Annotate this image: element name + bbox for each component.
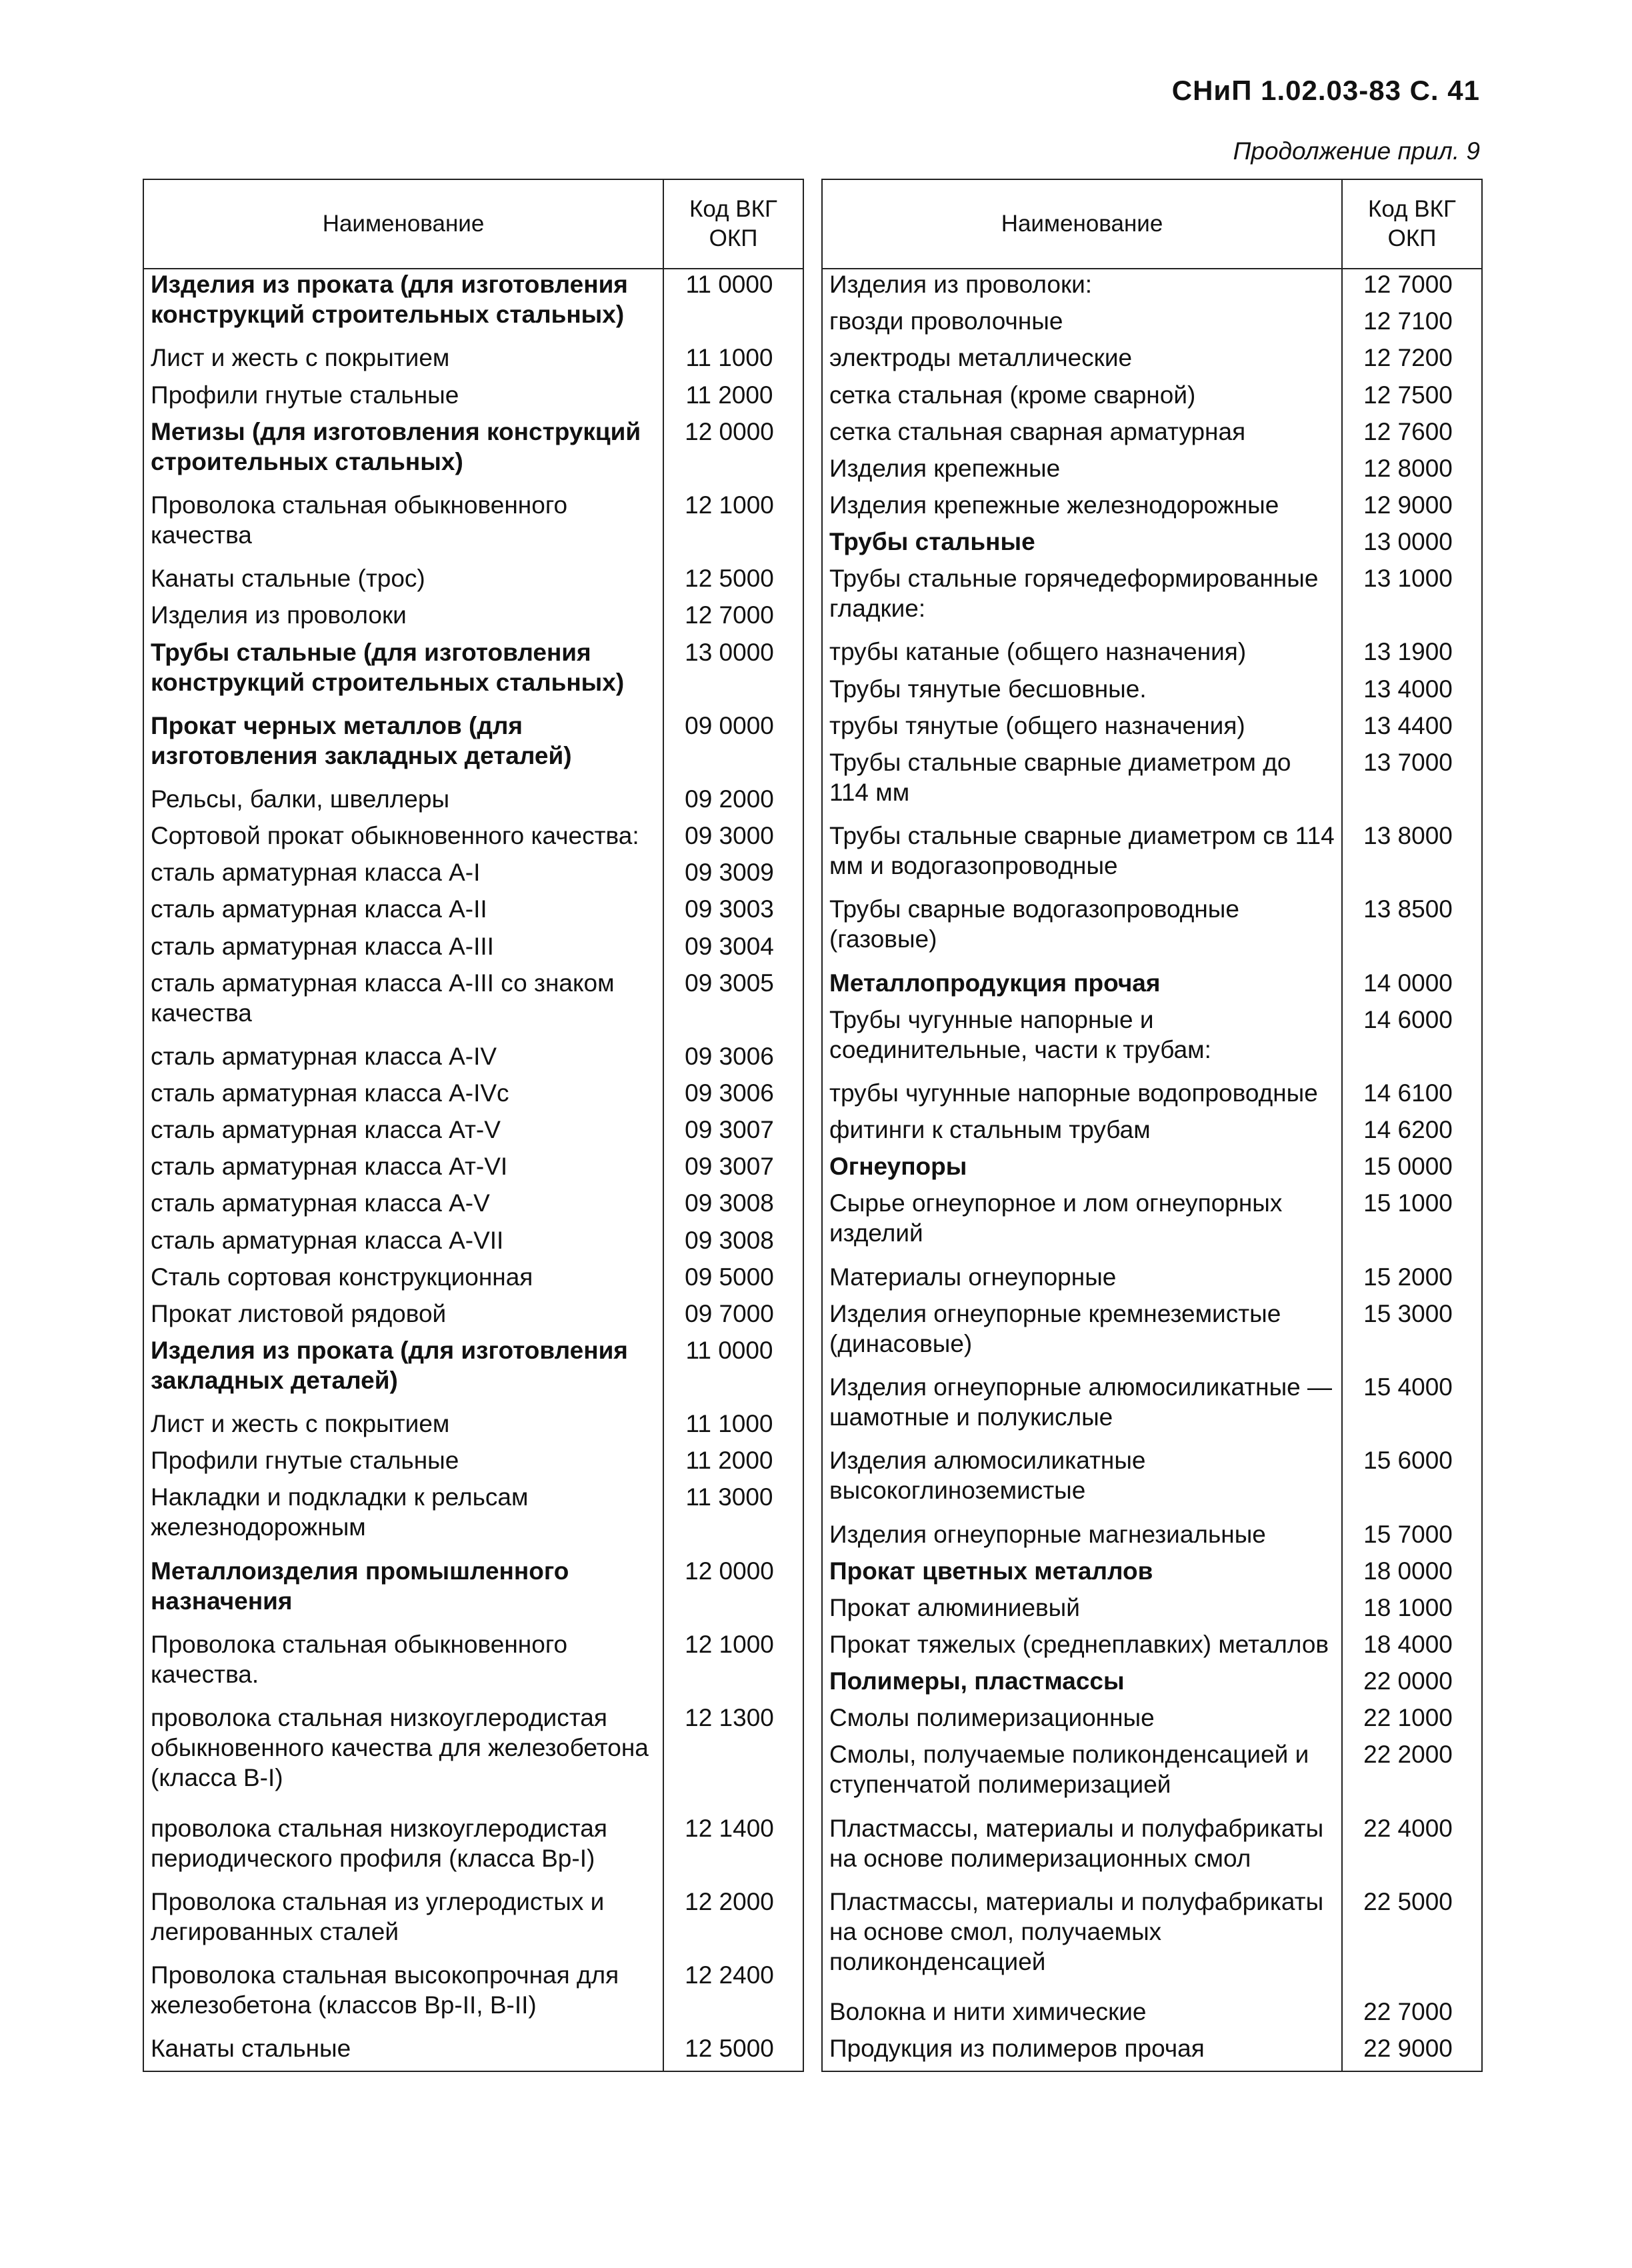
item-name: проволока стальная низкоуглеродистая обыкновенного качества для железобетона (класса В-I) xyxy=(143,1703,663,1813)
table-row xyxy=(822,968,1482,1005)
table-row xyxy=(143,1115,803,1151)
item-code: 13 1900 xyxy=(1363,638,1453,666)
table-row xyxy=(822,1739,1482,1813)
item-code: 11 2000 xyxy=(685,1447,773,1475)
item-name: Изделия огнеупорные кремнеземистые (динасовые) xyxy=(822,1299,1342,1372)
table-row xyxy=(822,674,1482,711)
table-row xyxy=(822,1262,1482,1299)
item-code: 15 7000 xyxy=(1363,1520,1453,1548)
item-name: Трубы чугунные напорные и соединительные, части к трубам: xyxy=(822,1005,1342,1078)
table-row xyxy=(143,821,803,857)
table-row xyxy=(143,1299,803,1335)
table-row xyxy=(822,1445,1482,1519)
item-code: 09 5000 xyxy=(685,1263,774,1291)
item-code: 22 2000 xyxy=(1363,1741,1453,1769)
table-row xyxy=(822,1703,1482,1739)
table-row xyxy=(143,1078,803,1115)
item-code: 11 2000 xyxy=(685,381,773,409)
item-code: 12 1000 xyxy=(685,491,774,519)
table-row xyxy=(822,1813,1482,1887)
item-name: Полимеры, пластмассы xyxy=(822,1666,1342,1703)
item-code: 09 3008 xyxy=(685,1189,774,1217)
table-row xyxy=(822,1372,1482,1445)
table-row xyxy=(822,747,1482,821)
item-name: Трубы сварные водогазопроводные (газовые) xyxy=(822,894,1342,967)
item-code: 12 0000 xyxy=(685,1557,774,1585)
table-row xyxy=(822,1151,1482,1188)
table-row xyxy=(822,417,1482,453)
item-code: 13 1000 xyxy=(1363,565,1453,593)
item-name: Изделия крепежные железнодорожные xyxy=(822,490,1342,527)
item-name: Пластмассы, материалы и полуфабрикаты на основе полимеризационных смол xyxy=(822,1813,1342,1887)
item-name: сталь арматурная класса А-V xyxy=(143,1188,663,1225)
item-code: 13 8000 xyxy=(1363,822,1453,850)
item-code: 15 1000 xyxy=(1363,1189,1453,1217)
table-row xyxy=(822,563,1482,637)
item-code: 15 0000 xyxy=(1363,1153,1453,1181)
item-name: Изделия из проката (для изготовления конструкций строительных стальных) xyxy=(143,269,663,343)
item-name: сталь арматурная класса А-IVc xyxy=(143,1078,663,1115)
table-row xyxy=(822,1997,1482,2033)
item-name: Трубы стальные сварные диаметром до 114 мм xyxy=(822,747,1342,821)
name-column-header: Наименование xyxy=(822,179,1342,269)
table-row xyxy=(143,1482,803,1555)
item-code: 09 3009 xyxy=(685,859,774,887)
item-name: Материалы огнеупорные xyxy=(822,1262,1342,1299)
item-code: 12 9000 xyxy=(1363,491,1453,519)
item-name: Трубы стальные (для изготовления конструкций строительных стальных) xyxy=(143,637,663,711)
item-name: Проволока стальная обыкновенного качества. xyxy=(143,1629,663,1703)
item-code: 09 7000 xyxy=(685,1299,774,1327)
item-code: 09 3006 xyxy=(685,1042,774,1070)
item-code: 13 7000 xyxy=(1363,748,1453,776)
table-row xyxy=(822,1887,1482,1997)
table-row xyxy=(822,711,1482,747)
item-code: 09 3004 xyxy=(685,932,774,960)
item-name: Профили гнутые стальные xyxy=(143,380,663,417)
table-row xyxy=(143,269,803,343)
item-code: 12 7100 xyxy=(1363,307,1453,335)
item-name: Прокат алюминиевый xyxy=(822,1593,1342,1629)
item-code: 22 7000 xyxy=(1363,1998,1453,2026)
item-name: Трубы тянутые бесшовные. xyxy=(822,674,1342,711)
item-code: 12 5000 xyxy=(685,2035,774,2063)
right-table-header xyxy=(822,179,1482,269)
item-name: Профили гнутые стальные xyxy=(143,1445,663,1482)
item-name: Канаты стальные (трос) xyxy=(143,563,663,600)
left-table xyxy=(143,179,804,2072)
item-code: 13 0000 xyxy=(1363,528,1453,556)
table-row xyxy=(143,1188,803,1225)
item-code: 09 3006 xyxy=(685,1079,774,1107)
item-name: сталь арматурная класса А-IV xyxy=(143,1041,663,1078)
table-row xyxy=(822,490,1482,527)
item-code: 11 3000 xyxy=(685,1483,773,1511)
item-name: Трубы стальные сварные диаметром св 114 мм и водогазопроводные xyxy=(822,821,1342,894)
table-row xyxy=(822,894,1482,967)
right-table-body xyxy=(822,269,1482,2071)
item-name: Металлоизделия промышленного назначения xyxy=(143,1556,663,1629)
item-code: 12 7000 xyxy=(685,601,774,629)
item-code: 09 3005 xyxy=(685,969,774,997)
item-code: 14 6000 xyxy=(1363,1005,1453,1033)
table-row xyxy=(143,1262,803,1299)
item-name: Лист и жесть с покрытием xyxy=(143,343,663,379)
table-row xyxy=(822,1666,1482,1703)
table-row xyxy=(822,306,1482,343)
item-code: 09 3007 xyxy=(685,1153,774,1181)
table-row xyxy=(822,343,1482,379)
table-row xyxy=(143,784,803,821)
table-row xyxy=(822,453,1482,490)
table-row xyxy=(143,1629,803,1703)
item-name: Прокат цветных металлов xyxy=(822,1556,1342,1593)
item-code: 12 2400 xyxy=(685,1961,774,1989)
item-code: 12 7600 xyxy=(1363,417,1453,445)
item-code: 13 8500 xyxy=(1363,895,1453,923)
table-row xyxy=(143,1887,803,1960)
item-code: 14 0000 xyxy=(1363,969,1453,997)
table-row xyxy=(143,1409,803,1445)
table-row xyxy=(143,1703,803,1813)
item-name: Рельсы, балки, швеллеры xyxy=(143,784,663,821)
item-code: 18 4000 xyxy=(1363,1630,1453,1658)
item-name: сетка стальная сварная арматурная xyxy=(822,417,1342,453)
item-code: 12 2000 xyxy=(685,1887,774,1915)
item-code: 12 1400 xyxy=(685,1814,774,1842)
table-row xyxy=(143,490,803,563)
table-row xyxy=(143,931,803,968)
item-name: сталь арматурная класса Ат-V xyxy=(143,1115,663,1151)
table-row xyxy=(822,1519,1482,1556)
item-code: 12 0000 xyxy=(685,417,774,445)
item-name: Огнеупоры xyxy=(822,1151,1342,1188)
item-name: Прокат черных металлов (для изготовления закладных деталей) xyxy=(143,711,663,784)
item-name: сталь арматурная класса А-II xyxy=(143,894,663,931)
table-row xyxy=(143,1813,803,1887)
item-code: 13 4000 xyxy=(1363,675,1453,703)
item-name: Сталь сортовая конструкционная xyxy=(143,1262,663,1299)
table-row xyxy=(822,1188,1482,1261)
table-row xyxy=(822,1629,1482,1666)
table-row xyxy=(822,1593,1482,1629)
left-table-header xyxy=(143,179,803,269)
item-code: 12 7000 xyxy=(1363,271,1453,298)
document-code: СНиП 1.02.03-83 С. 41 xyxy=(1171,75,1480,106)
item-name: Метизы (для изготовления конструкций строительных стальных) xyxy=(143,417,663,490)
item-name: Прокат листовой рядовой xyxy=(143,1299,663,1335)
table-row xyxy=(143,2033,803,2070)
item-name: Изделия из проволоки xyxy=(143,600,663,637)
continuation-note: Продолжение прил. 9 xyxy=(1233,137,1480,165)
item-code: 11 0000 xyxy=(685,271,773,298)
item-name: Изделия огнеупорные алюмосиликатные — шамотные и полукислые xyxy=(822,1372,1342,1445)
item-code: 13 4400 xyxy=(1363,711,1453,739)
item-code: 09 3007 xyxy=(685,1116,774,1144)
table-row xyxy=(143,711,803,784)
table-row xyxy=(822,1556,1482,1593)
table-row xyxy=(822,527,1482,563)
item-name: Волокна и нити химические xyxy=(822,1997,1342,2033)
item-code: 14 6200 xyxy=(1363,1116,1453,1144)
item-name: Прокат тяжелых (среднеплавких) металлов xyxy=(822,1629,1342,1666)
table-row xyxy=(822,1299,1482,1372)
code-column-header: Код ВКГ ОКП xyxy=(663,179,803,269)
item-code: 12 1000 xyxy=(685,1630,774,1658)
table-row xyxy=(822,637,1482,673)
item-name: сталь арматурная класса Ат-VI xyxy=(143,1151,663,1188)
table-row xyxy=(143,1445,803,1482)
item-code: 22 5000 xyxy=(1363,1887,1453,1915)
item-name: трубы тянутые (общего назначения) xyxy=(822,711,1342,747)
table-row xyxy=(822,380,1482,417)
table-row xyxy=(143,600,803,637)
item-name: Лист и жесть с покрытием xyxy=(143,1409,663,1445)
item-name: Изделия огнеупорные магнезиальные xyxy=(822,1519,1342,1556)
item-code: 09 2000 xyxy=(685,785,774,813)
item-name: трубы чугунные напорные водопроводные xyxy=(822,1078,1342,1115)
item-code: 12 5000 xyxy=(685,565,774,593)
item-name: Изделия алюмосиликатные высокоглиноземистые xyxy=(822,1445,1342,1519)
table-row xyxy=(143,1151,803,1188)
item-code: 12 7500 xyxy=(1363,381,1453,409)
item-name: Пластмассы, материалы и полуфабрикаты на основе смол, получаемых поликонденсацией xyxy=(822,1887,1342,1997)
item-name: сталь арматурная класса А-VII xyxy=(143,1225,663,1262)
item-code: 14 6100 xyxy=(1363,1079,1453,1107)
item-name: трубы катаные (общего назначения) xyxy=(822,637,1342,673)
table-row xyxy=(822,1115,1482,1151)
item-code: 12 8000 xyxy=(1363,454,1453,482)
code-column-header: Код ВКГ ОКП xyxy=(1342,179,1482,269)
table-row xyxy=(143,894,803,931)
item-name: сталь арматурная класса А-III xyxy=(143,931,663,968)
item-code: 09 3003 xyxy=(685,895,774,923)
item-name: Трубы стальные xyxy=(822,527,1342,563)
item-name: электроды металлические xyxy=(822,343,1342,379)
table-row xyxy=(143,637,803,711)
item-code: 18 1000 xyxy=(1363,1593,1453,1621)
table-row xyxy=(822,269,1482,306)
table-row xyxy=(822,2033,1482,2070)
table-row xyxy=(143,968,803,1041)
table-row xyxy=(143,1335,803,1409)
item-name: Проволока стальная из углеродистых и легированных сталей xyxy=(143,1887,663,1960)
item-code: 09 0000 xyxy=(685,711,774,739)
item-code: 09 3000 xyxy=(685,822,774,850)
item-code: 09 3008 xyxy=(685,1226,774,1254)
table-row xyxy=(143,1556,803,1629)
table-row xyxy=(143,417,803,490)
table-row xyxy=(143,1041,803,1078)
item-code: 22 9000 xyxy=(1363,2035,1453,2063)
item-name: сетка стальная (кроме сварной) xyxy=(822,380,1342,417)
item-code: 13 0000 xyxy=(685,638,774,666)
table-row xyxy=(143,1960,803,2033)
table-row xyxy=(143,343,803,379)
item-code: 12 1300 xyxy=(685,1704,774,1732)
item-code: 15 6000 xyxy=(1363,1447,1453,1475)
item-code: 12 7200 xyxy=(1363,344,1453,372)
item-name: Проволока стальная высокопрочная для железобетона (классов Вр-II, В-II) xyxy=(143,1960,663,2033)
item-name: гвозди проволочные xyxy=(822,306,1342,343)
item-name: проволока стальная низкоуглеродистая периодического профиля (класса Вр-I) xyxy=(143,1813,663,1887)
item-code: 18 0000 xyxy=(1363,1557,1453,1585)
item-name: сталь арматурная класса А-III со знаком качества xyxy=(143,968,663,1041)
item-name: Смолы полимеризационные xyxy=(822,1703,1342,1739)
table-row xyxy=(822,821,1482,894)
right-table xyxy=(821,179,1483,2072)
item-name: Изделия из проката (для изготовления закладных деталей) xyxy=(143,1335,663,1409)
item-name: сталь арматурная класса А-I xyxy=(143,857,663,894)
item-code: 22 0000 xyxy=(1363,1667,1453,1695)
item-name: Трубы стальные горячедеформированные гладкие: xyxy=(822,563,1342,637)
item-code: 11 0000 xyxy=(685,1336,773,1364)
item-name: Изделия из проволоки: xyxy=(822,269,1342,306)
item-code: 15 2000 xyxy=(1363,1263,1453,1291)
name-column-header: Наименование xyxy=(143,179,663,269)
table-row xyxy=(822,1078,1482,1115)
item-name: Накладки и подкладки к рельсам железнодорожным xyxy=(143,1482,663,1555)
table-row xyxy=(143,563,803,600)
left-table-body xyxy=(143,269,803,2071)
item-name: Продукция из полимеров прочая xyxy=(822,2033,1342,2070)
item-name: Сортовой прокат обыкновенного качества: xyxy=(143,821,663,857)
item-code: 15 4000 xyxy=(1363,1373,1453,1401)
table-row xyxy=(822,1005,1482,1078)
item-name: Металлопродукция прочая xyxy=(822,968,1342,1005)
item-code: 15 3000 xyxy=(1363,1299,1453,1327)
item-name: Изделия крепежные xyxy=(822,453,1342,490)
item-name: Смолы, получаемые поликонденсацией и ступенчатой полимеризацией xyxy=(822,1739,1342,1813)
table-row xyxy=(143,380,803,417)
tables-container xyxy=(143,179,1480,2072)
item-code: 11 1000 xyxy=(685,344,773,372)
table-row xyxy=(143,857,803,894)
item-code: 22 4000 xyxy=(1363,1814,1453,1842)
item-name: Проволока стальная обыкновенного качества xyxy=(143,490,663,563)
item-name: Сырье огнеупорное и лом огнеупорных изделий xyxy=(822,1188,1342,1261)
item-name: фитинги к стальным трубам xyxy=(822,1115,1342,1151)
item-code: 22 1000 xyxy=(1363,1704,1453,1732)
item-name: Канаты стальные xyxy=(143,2033,663,2070)
table-row xyxy=(143,1225,803,1262)
item-code: 11 1000 xyxy=(685,1410,773,1438)
